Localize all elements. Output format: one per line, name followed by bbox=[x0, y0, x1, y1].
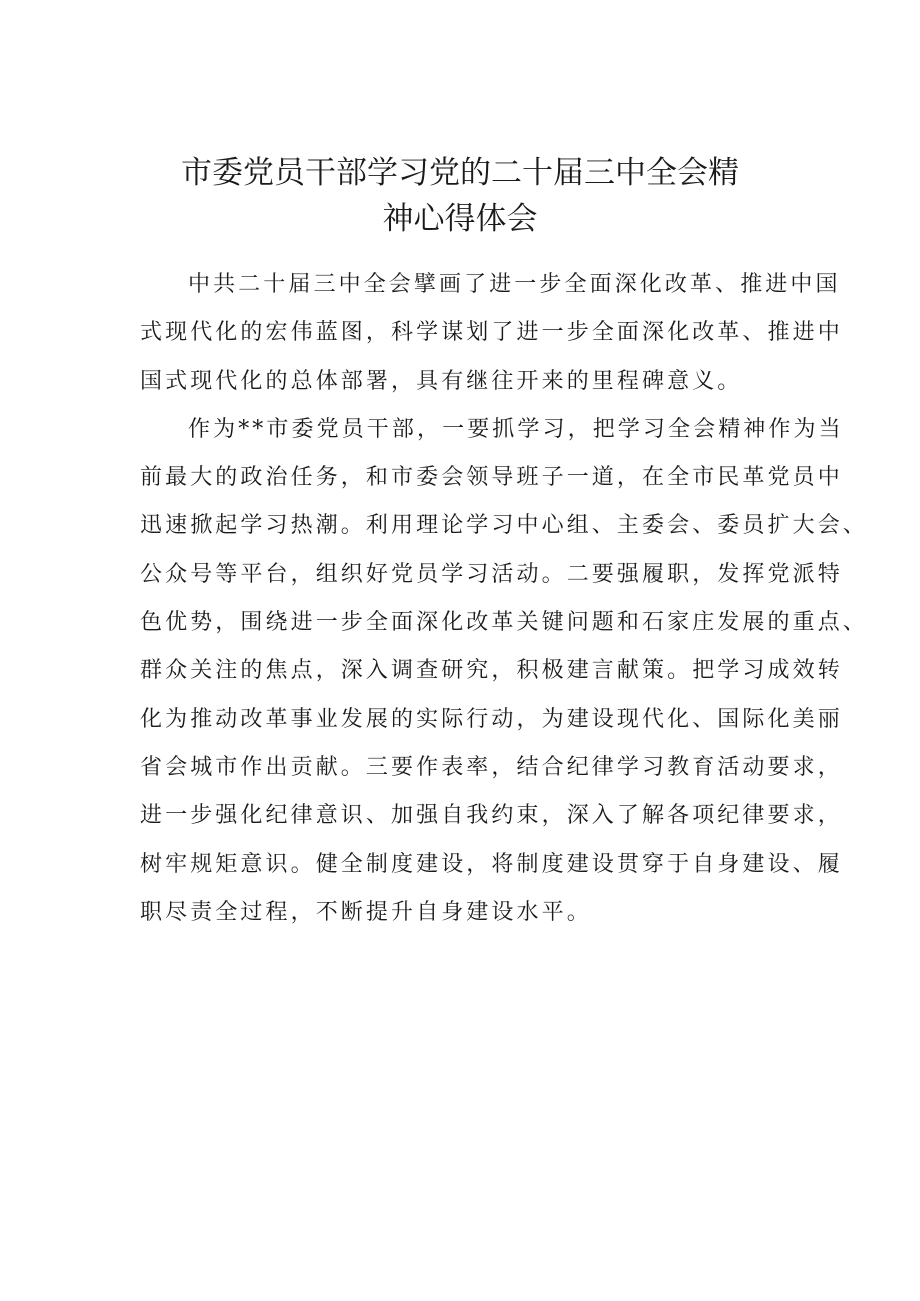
text-line: 色优势，围绕进一步全面深化改革关键问题和石家庄发展的重点、 bbox=[140, 610, 868, 636]
text-line: 群众关注的焦点，深入调查研究，积极建言献策。把学习成效转 bbox=[140, 658, 843, 684]
text-line: 前最大的政治任务，和市委会领导班子一道，在全市民革党员中 bbox=[140, 465, 843, 491]
text-line: 树牢规矩意识。健全制度建设，将制度建设贯穿于自身建设、履 bbox=[140, 851, 843, 877]
text-line: 化为推动改革事业发展的实际行动，为建设现代化、国际化美丽 bbox=[140, 706, 843, 732]
text-line: 公众号等平台，组织好党员学习活动。二要强履职，发挥党派特 bbox=[140, 561, 843, 587]
title-line: 市委党员干部学习党的二十届三中全会精 bbox=[181, 155, 739, 191]
text-line: 国式现代化的总体部署，具有继往开来的里程碑意义。 bbox=[140, 368, 743, 394]
text-line: 进一步强化纪律意识、加强自我约束，深入了解各项纪律要求， bbox=[140, 803, 843, 829]
text-line: 中共二十届三中全会擘画了进一步全面深化改革、推进中国 bbox=[188, 272, 841, 297]
title-line: 神心得体会 bbox=[382, 201, 538, 237]
text-line: 迅速掀起学习热潮。利用理论学习中心组、主委会、委员扩大会、 bbox=[140, 513, 868, 539]
text-line: 职尽责全过程，不断提升自身建设水平。 bbox=[140, 899, 592, 925]
paragraph-2 bbox=[140, 410, 868, 941]
text-line: 作为**市委党员干部，一要抓学习，把学习全会精神作为当 bbox=[188, 416, 844, 442]
text-line: 式现代化的宏伟蓝图，科学谋划了进一步全面深化改革、推进中 bbox=[140, 320, 843, 346]
document-title bbox=[140, 150, 780, 242]
paragraph-1 bbox=[140, 265, 843, 410]
text-line: 省会城市作出贡献。三要作表率，结合纪律学习教育活动要求， bbox=[140, 754, 843, 780]
document-body bbox=[140, 265, 868, 941]
